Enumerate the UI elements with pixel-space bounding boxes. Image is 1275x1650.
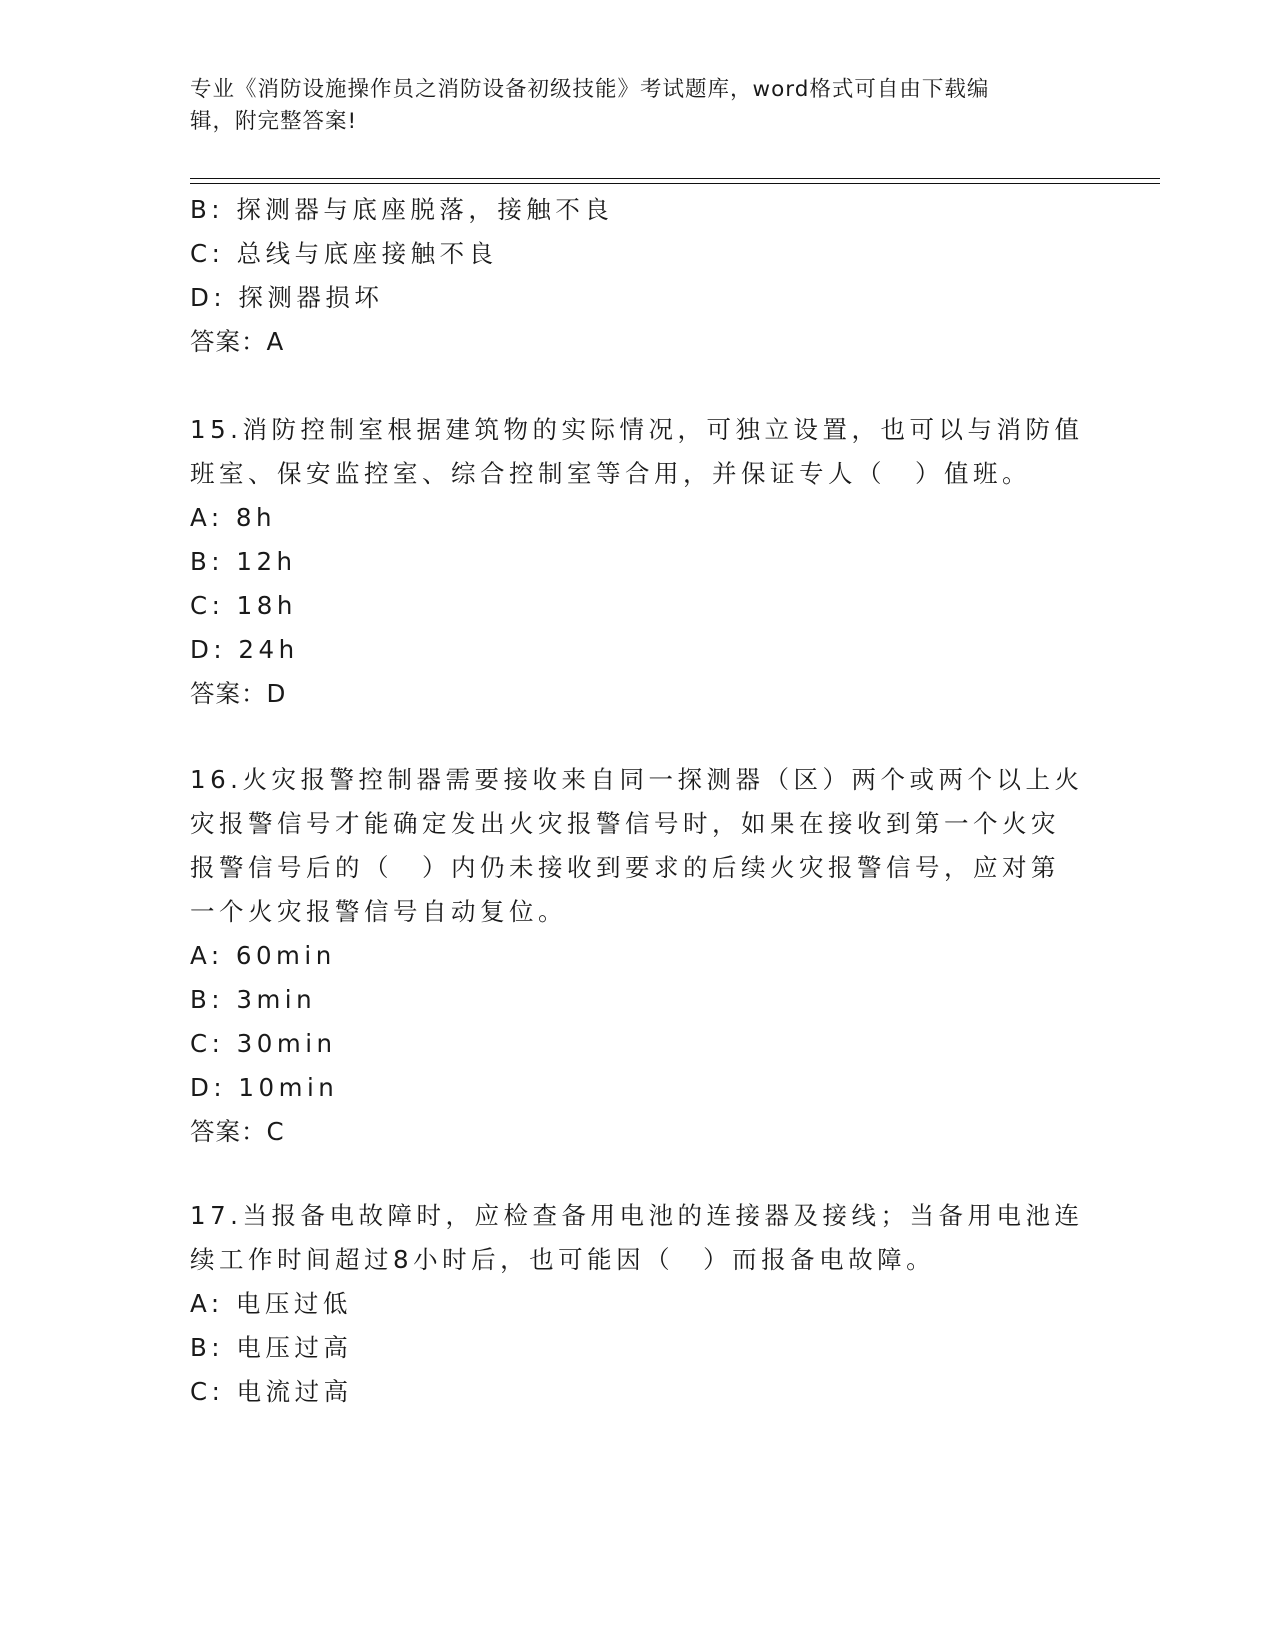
option-a: A: 8h bbox=[190, 503, 276, 532]
question-text-line: 报警信号后的（ ）内仍未接收到要求的后续火灾报警信号，应对第 bbox=[190, 853, 1060, 882]
option-b: B: 探测器与底座脱落，接触不良 bbox=[190, 195, 614, 224]
option-b: B: 3min bbox=[190, 985, 317, 1014]
option-a: A: 电压过低 bbox=[190, 1289, 352, 1318]
option-c: C: 电流过高 bbox=[190, 1377, 353, 1406]
option-d: D: 探测器损坏 bbox=[190, 283, 384, 312]
question-text-line: 灾报警信号才能确定发出火灾报警信号时，如果在接收到第一个火灾 bbox=[190, 809, 1060, 838]
option-d: D: 10min bbox=[190, 1073, 339, 1102]
option-b: B: 电压过高 bbox=[190, 1333, 353, 1362]
option-c: C: 18h bbox=[190, 591, 297, 620]
answer: 答案：D bbox=[190, 679, 287, 708]
header-divider-bottom bbox=[190, 183, 1160, 184]
option-c: C: 总线与底座接触不良 bbox=[190, 239, 498, 268]
header-line-1: 专业《消防设施操作员之消防设备初级技能》考试题库，word格式可自由下载编 bbox=[190, 77, 990, 102]
question-text-line: 15.消防控制室根据建筑物的实际情况，可独立设置，也可以与消防值 bbox=[190, 415, 1084, 444]
question-text-line: 班室、保安监控室、综合控制室等合用，并保证专人（ ）值班。 bbox=[190, 459, 1031, 488]
question-text-line: 17.当报备电故障时，应检查备用电池的连接器及接线；当备用电池连 bbox=[190, 1201, 1084, 1230]
answer: 答案：C bbox=[190, 1117, 285, 1146]
document-header bbox=[190, 74, 1090, 138]
option-c: C: 30min bbox=[190, 1029, 337, 1058]
answer: 答案：A bbox=[190, 327, 285, 356]
question-text-line: 续工作时间超过8小时后，也可能因（ ）而报备电故障。 bbox=[190, 1245, 936, 1274]
option-d: D: 24h bbox=[190, 635, 299, 664]
header-line-2: 辑，附完整答案! bbox=[190, 109, 358, 134]
header-divider-top bbox=[190, 178, 1160, 179]
question-text-line: 一个火灾报警信号自动复位。 bbox=[190, 897, 567, 926]
option-b: B: 12h bbox=[190, 547, 297, 576]
question-text-line: 16.火灾报警控制器需要接收来自同一探测器（区）两个或两个以上火 bbox=[190, 765, 1084, 794]
option-a: A: 60min bbox=[190, 941, 336, 970]
